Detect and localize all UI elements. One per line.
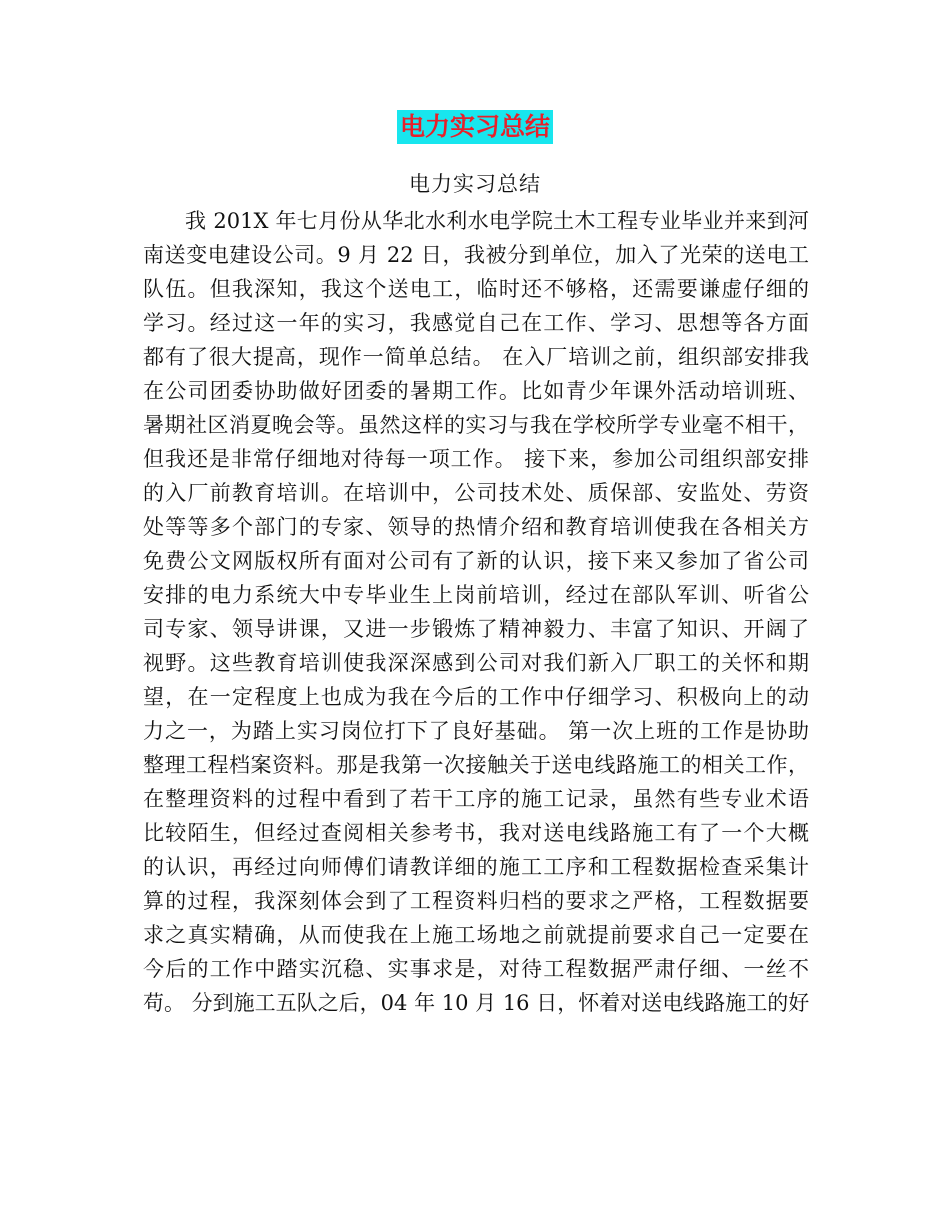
text-line: 都有了很大提高，现作一简单总结。 在入厂培训之前，组织部安排我 (143, 345, 809, 369)
text-line: 我 201X 年七月份从华北水利水电学院土木工程专业毕业并来到河 (185, 209, 809, 233)
text-line: 的认识，再经过向师傅们请教详细的施工工序和工程数据检查采集计 (143, 855, 809, 879)
document-title: 电力实习总结 (397, 110, 553, 144)
text-line: 视野。这些教育培训使我深深感到公司对我们新入厂职工的关怀和期 (143, 651, 809, 675)
text-line: 在整理资料的过程中看到了若干工序的施工记录，虽然有些专业术语 (143, 787, 809, 811)
text-line: 南送变电建设公司。9 月 22 日，我被分到单位，加入了光荣的送电工 (143, 243, 809, 267)
text-line: 学习。经过这一年的实习，我感觉自己在工作、学习、思想等各方面 (143, 311, 809, 335)
text-line: 整理工程档案资料。那是我第一次接触关于送电线路施工的相关工作， (143, 753, 809, 777)
document-subtitle: 电力实习总结 (409, 172, 541, 196)
body-text (143, 204, 809, 1020)
text-line: 算的过程，我深刻体会到了工程资料归档的要求之严格，工程数据要 (143, 889, 809, 913)
text-line: 的入厂前教育培训。在培训中，公司技术处、质保部、安监处、劳资 (143, 481, 809, 505)
text-line: 处等等多个部门的专家、领导的热情介绍和教育培训使我在各相关方 (143, 515, 809, 539)
text-line: 力之一，为踏上实习岗位打下了良好基础。 第一次上班的工作是协助 (143, 719, 809, 743)
text-line: 队伍。但我深知，我这个送电工，临时还不够格，还需要谦虚仔细的 (143, 277, 809, 301)
text-line: 在公司团委协助做好团委的暑期工作。比如青少年课外活动培训班、 (143, 379, 809, 403)
document-title-wrap (0, 110, 950, 144)
text-line: 今后的工作中踏实沉稳、实事求是，对待工程数据严肃仔细、一丝不 (143, 957, 809, 981)
text-line: 求之真实精确，从而使我在上施工场地之前就提前要求自己一定要在 (143, 923, 809, 947)
text-line: 免费公文网版权所有面对公司有了新的认识，接下来又参加了省公司 (143, 549, 809, 573)
text-line: 苟。 分到施工五队之后，04 年 10 月 16 日，怀着对送电线路施工的好 (143, 991, 810, 1015)
text-line: 暑期社区消夏晚会等。虽然这样的实习与我在学校所学专业毫不相干， (143, 413, 809, 437)
text-line: 望，在一定程度上也成为我在今后的工作中仔细学习、积极向上的动 (143, 685, 809, 709)
text-line: 但我还是非常仔细地对待每一项工作。 接下来，参加公司组织部安排 (143, 447, 809, 471)
text-line: 安排的电力系统大中专毕业生上岗前培训，经过在部队军训、听省公 (143, 583, 809, 607)
text-line: 司专家、领导讲课，又进一步锻炼了精神毅力、丰富了知识、开阔了 (143, 617, 809, 641)
text-line: 比较陌生，但经过查阅相关参考书，我对送电线路施工有了一个大概 (143, 821, 809, 845)
